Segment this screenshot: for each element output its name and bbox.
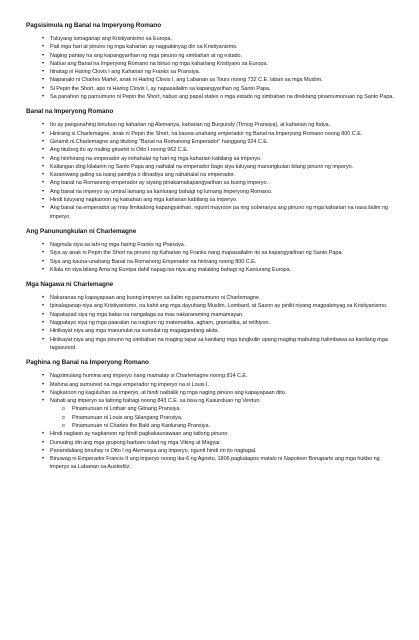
list-item: • Hinikayat niya ang mga pinuno ng simbahan na maging tapat sa kanilang mga tungkulin upang maging mabuting halimbawa sa kanilang mga tagasunod. [42,336,397,353]
section-paghina [26,359,397,472]
list-item: • Nagsimulang humina ang imperyo nang mamatay si Charlemagne noong 814 C.E. [42,372,397,380]
list-item: • Ito ay pangunahing binubuo ng kaharian ng Alemanya, kaharian ng Burgundy (Timog Pransiya), at kaharian ng Italya. [42,121,397,129]
list-item: • Hindi naglaon ay nagkaroon ng hindi pagkakaunawaan ang tatlong pinuno. [42,430,397,438]
list-item: • Tuluyang lumaganap ang Kristiyanismo sa Europa. [42,35,397,43]
section-heading: Mga Nagawa ni Charlemagne [26,281,114,289]
sub-list [62,405,397,430]
list-item: • Ang titulong ito ay muling ginamit ni Otto I noong 962 C.E. [42,146,397,154]
list-item: • Ang banal na imperyo ay umiral lamang sa kanlurang bahagi ng lumang Imperyong Romano. [42,188,397,196]
list-item: • Naging pantay na ang kapangyarihan ng mga pinuno ng simbahan at ng estado. [42,52,397,60]
list-item: • Hinirang si Charlemagne, anak ni Pepin the Short, na kauna-unahang emperador ng Banal na Imperyong Romano noong 800 C.E. [42,130,397,138]
section-banal-na-imperyo [26,108,397,221]
list-item: • Ginamit ni Charlemagne ang titulong "Banal na Romanong Emperador" hanggang 924 C.E. [42,138,397,146]
section-heading: Pagsisimula ng Banal na Imperyong Romano [26,22,162,29]
list-item: • Ang hinihirang na emperador ay inihahalal ng hari ng mga kaharian kabilang sa imperyo. [42,155,397,163]
list-item: • Ipinalaganap niya ang Kristiyanismo, na kahit ang mga dayuhang Muslim, Lombard, at Saxon ay pinilit niyang magpabinyag sa Kristiyanismo. [42,302,397,310]
list-item: • Siya ang kauna-unahang Banal na Romanong Emperador na hinirang noong 800 C.E. [42,258,397,266]
sub-list-item: o Pinamunuan ni Lothair ang Gitnang Pransiya. [62,405,397,413]
sub-list-item: o Pinamunuan ni Charles the Bald ang Kanlurang Pransiya. [62,422,397,430]
list-item: • Karaniwang galing sa isang pamilya o dinastiya ang nahahalal na emperador. [42,171,397,179]
bullet-list [42,35,397,101]
list-item: • Siya ay anak ni Pepin the Short na pinuno ng Kaharian ng Franks nang mapasailalim ito sa kapangyarihan ng Santo Papa. [42,249,397,257]
list-item: • Ang banal na emperador ay may limitadong kapangyarihan, ngunit mayroon pa ring soberanya ang pinuno ng mga kaharian na nasa ilalim ng imperyo. [42,204,397,221]
section-heading: Ang Panunungkulan ni Charlemagne [26,227,137,235]
list-item: • Ang banal na Romanong emperador ay siyang pinakamakapangyarihan sa buong imperyo. [42,179,397,187]
list-item: • Kailangan ding kilalanin ng Santo Papa ang naihalal na emperador bago siya tuluyang manungkulan bilang pinuno ng imperyo. [42,163,397,171]
list-item: • Hinikayat niya ang mga manunulat na sumulat ng magagandang akda. [42,327,397,335]
bullet-list [42,241,397,274]
list-item: • Naipanalo ni Charles Martel, anak ni Haring Clovis I, ang Labanan sa Tours noong 732 C.E. laban sa mga Muslim. [42,76,397,84]
list-item: • Napatupad siya ng mga batas na nangalaga sa mas nakararaming mamamayan. [42,311,397,319]
list-item: • Dumating din ang mga grupong barbaro tulad ng mga Viking at Magyar. [42,439,397,447]
section-pagsisimula [26,22,397,101]
bullet-list [42,294,397,352]
list-item: • Sa panahon ng pamumuno ni Pepin the Short, nabuo ang papal states o mga estado ng simbahan na direktang pinamumunuan ng Santo Papa. [42,93,397,101]
list-item [42,397,397,430]
list-item: • Kilala rin siya bilang Ama ng Europa dahil napag-isa niya ang malaking bahagi ng Kanlurang Europa. [42,266,397,274]
bullet-list [42,121,397,221]
list-item: • Nagmula siya sa lahi ng mga haring Franks ng Pransiya. [42,241,397,249]
section-heading: Banal na Imperyong Romano [26,108,114,116]
list-item: • Binuwag ni Emperador Francis II ang imperyo noong ika-6 ng Agosto, 1806 pagkatapos matalo ni Napoleon Bonaparte ang mga hukbo ng imperyo sa Labanan sa Austerlitz. [42,455,397,472]
list-item-text: Nahati ang imperyo sa tatlong bahagi noong 843 C.E. sa bisa ng Kasunduan ng Verdun. [50,398,261,405]
list-item: • Pati mga hari at pinuno ng mga kaharian ay nagpabinyag din sa Kristiyanismo. [42,43,397,51]
list-item: • Panandaliang binuhay ni Otto I ng Alemanya ang imperyo, ngunit hindi rin ito nagtagal. [42,447,397,455]
list-item: • Hindi tuluyang nagkaroon ng kaisahan ang mga kaharian kabilang sa imperyo. [42,196,397,204]
list-item: • Mahina ang sumunod na mga emperador ng imperyo na si Louis I. [42,381,397,389]
section-heading: Paghina ng Banal na Imperyong Romano [26,359,149,367]
bullet-list [42,372,397,472]
section-panunungkulan [26,228,397,274]
list-item: • Nagpatayo siya ng mga paaralan na nagturo ng matematika, agham, gramatika, at relihiyon. [42,319,397,327]
list-item: • Itinatag ni Haring Clovis I ang Kaharian ng Franks sa Pransiya. [42,68,397,76]
section-mga-nagawa [26,281,397,352]
list-item: • Nagkaroon ng kaguluhan sa imperyo, at hindi naibalik ng mga naging pinuno ang kapayapaan dito. [42,389,397,397]
list-item: • Nabuo ang Banal na Imperyong Romano na binuo ng mga kahariang Kristiyano sa Europa. [42,60,397,68]
list-item: • Si Pepin the Short, apo ni Haring Clovis I, ay napasailalim sa kapangyarihan ng Santo Papa. [42,85,397,93]
sub-list-item: o Pinamunuan ni Louis ang Silangang Pransiya. [62,414,397,422]
list-item: • Nakaranas ng kapayapaan ang buong imperyo sa ilalim ng pamumuno ni Charlemagne. [42,294,397,302]
